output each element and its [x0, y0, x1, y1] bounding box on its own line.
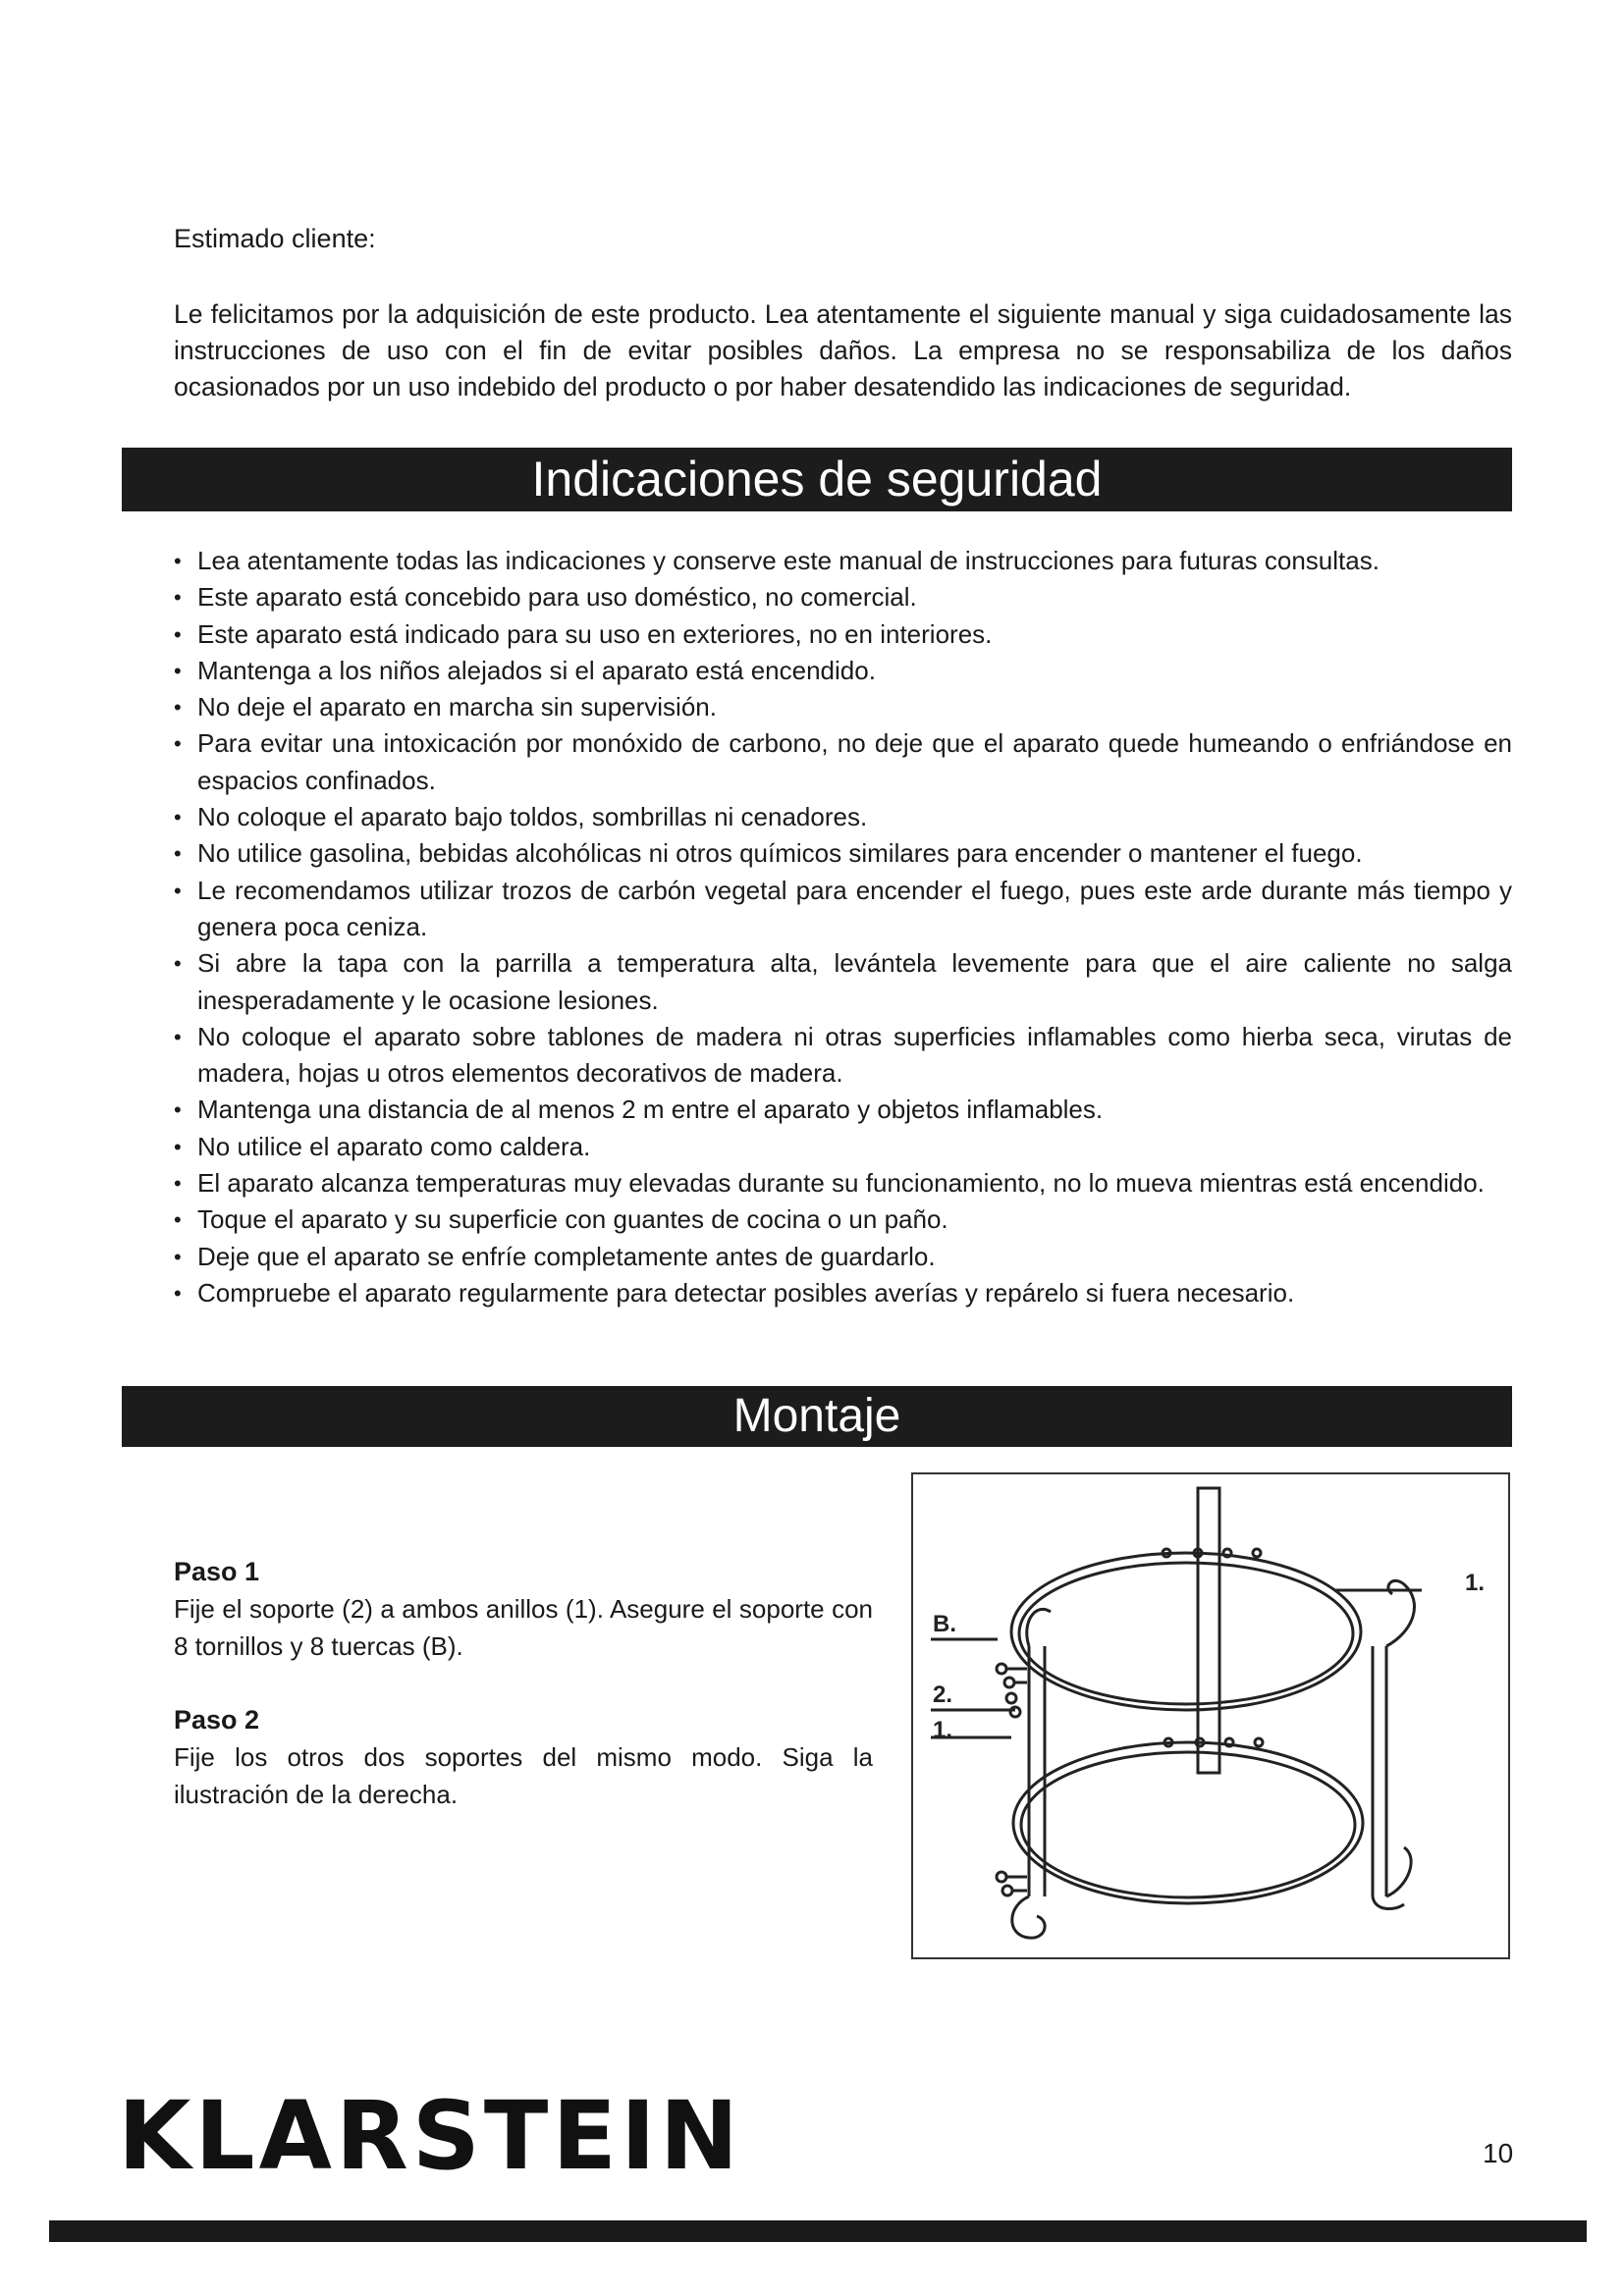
- page-number: 10: [1483, 2138, 1514, 2168]
- safety-item: • Deje que el aparato se enfríe completamente antes de guardarlo.: [174, 1239, 1512, 1275]
- step-title: Paso 1: [174, 1557, 260, 1586]
- brand-logo: KLARSTEIN: [118, 2081, 743, 2191]
- safety-item: • Si abre la tapa con la parrilla a temperatura alta, levántela levemente para que el aire caliente no salga inesperadamente y le ocasione lesiones.: [174, 945, 1512, 1019]
- assembly-steps: [174, 1553, 873, 1813]
- safety-item: • Este aparato está concebido para uso doméstico, no comercial.: [174, 579, 1512, 615]
- step-text: Fije los otros dos soportes del mismo modo. Siga la ilustración de la derecha.: [174, 1742, 873, 1809]
- stand-drawing: [913, 1474, 1508, 1957]
- safety-item: • No coloque el aparato sobre tablones de madera ni otras superficies inflamables como hierba seca, virutas de madera, hojas u otros elementos decorativos de madera.: [174, 1019, 1512, 1093]
- safety-list: [174, 543, 1512, 1311]
- safety-item: • No deje el aparato en marcha sin supervisión.: [174, 689, 1512, 725]
- safety-item: • Lea atentamente todas las indicaciones y conserve este manual de instrucciones para futuras consultas.: [174, 543, 1512, 579]
- greeting: Estimado cliente:: [174, 224, 376, 253]
- safety-item: • El aparato alcanza temperaturas muy elevadas durante su funcionamiento, no lo mueva mientras está encendido.: [174, 1165, 1512, 1201]
- label-ring-top: 1.: [1465, 1570, 1486, 1596]
- safety-heading: Indicaciones de seguridad: [122, 448, 1512, 511]
- safety-item: • No utilice gasolina, bebidas alcohólicas ni otros químicos similares para encender o mantener el fuego.: [174, 835, 1512, 872]
- safety-item: • Este aparato está indicado para su uso en exteriores, no en interiores.: [174, 616, 1512, 653]
- assembly-illustration: [911, 1472, 1510, 1959]
- label-ring-left: 1.: [933, 1717, 953, 1743]
- safety-item: • Mantenga a los niños alejados si el aparato está encendido.: [174, 653, 1512, 689]
- safety-item: • Para evitar una intoxicación por monóxido de carbono, no deje que el aparato quede humeando o enfriándose en espacios confinados.: [174, 725, 1512, 799]
- safety-item: • Le recomendamos utilizar trozos de carbón vegetal para encender el fuego, pues este arde durante más tiempo y genera poca ceniza.: [174, 873, 1512, 946]
- step-title: Paso 2: [174, 1705, 260, 1735]
- assembly-heading: Montaje: [122, 1386, 1512, 1447]
- step-1: [174, 1553, 873, 1665]
- safety-item: • Compruebe el aparato regularmente para detectar posibles averías y repárelo si fuera necesario.: [174, 1275, 1512, 1311]
- safety-item: • Toque el aparato y su superficie con guantes de cocina o un paño.: [174, 1201, 1512, 1238]
- step-text: Fije el soporte (2) a ambos anillos (1). Asegure el soporte con 8 tornillos y 8 tuercas (B).: [174, 1594, 873, 1661]
- safety-item: • No utilice el aparato como caldera.: [174, 1129, 1512, 1165]
- footer-bar: [49, 2220, 1587, 2242]
- step-2: [174, 1701, 873, 1813]
- safety-item: • Mantenga una distancia de al menos 2 m entre el aparato y objetos inflamables.: [174, 1092, 1512, 1128]
- label-bolts: B.: [933, 1611, 956, 1637]
- safety-item: • No coloque el aparato bajo toldos, sombrillas ni cenadores.: [174, 799, 1512, 835]
- intro-paragraph: Le felicitamos por la adquisición de este producto. Lea atentamente el siguiente manual y siga cuidadosamente las instrucciones de uso con el fin de evitar posibles daños. La empresa no se responsabiliza de los daños ocasionados por un uso indebido del producto o por haber desatendido las indicaciones de seguridad.: [174, 299, 1512, 401]
- label-bracket: 2.: [933, 1682, 953, 1708]
